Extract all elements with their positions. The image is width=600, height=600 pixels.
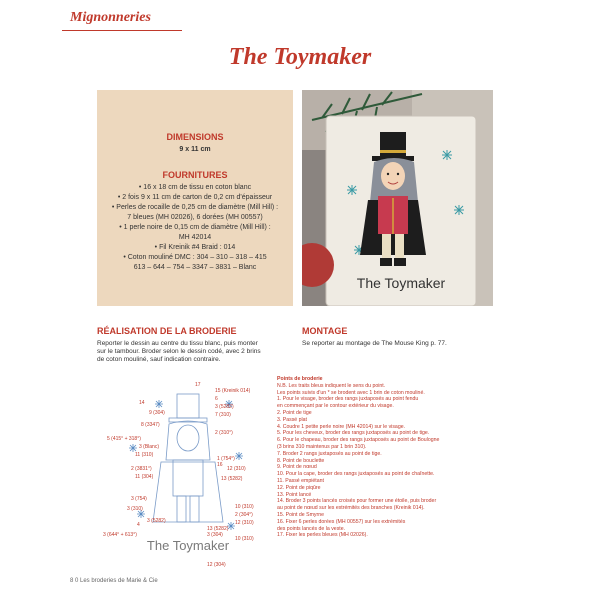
note-line: 17. Fixer les perles bleues (MH 02026). bbox=[277, 532, 368, 539]
callout-label: 12 (304) bbox=[207, 562, 226, 568]
callout-label: 17 bbox=[195, 382, 201, 388]
dimensions-title: DIMENSIONS bbox=[166, 132, 224, 142]
callout-label: 16 bbox=[217, 462, 223, 468]
callout-label: 1 (754°) bbox=[217, 456, 235, 462]
assembly-text: Se reporter au montage de The Mouse King p. 77. bbox=[302, 340, 447, 347]
callout-label: 3 (304) bbox=[207, 532, 223, 538]
callout-label: 13 (5282) bbox=[221, 476, 243, 482]
embroidery-line: Reporter le dessin au centre du tissu blanc, puis monter bbox=[97, 340, 258, 347]
notes-title: Points de broderie bbox=[277, 376, 323, 382]
note-line: 1. Pour le visage, broder des rangs juxtaposés au point fendu bbox=[277, 396, 419, 403]
note-line: 2. Point de tige bbox=[277, 409, 312, 416]
note-line: (3 brins 310 maintenus par 1 brin 310). bbox=[277, 443, 367, 450]
note-line: des points lancés de la veste. bbox=[277, 525, 346, 532]
note-line: 11. Passé empiétant bbox=[277, 477, 324, 484]
note-line: 15. Point de Smyrne bbox=[277, 511, 325, 518]
note-line: 8. Point de bouclette bbox=[277, 457, 325, 464]
note-line: 14. Broder 3 points lancés croisés pour former une étoile, puis broder bbox=[277, 498, 437, 505]
note-line: 16. Fixer 6 perles dorées (MH 00557) sur les extrémités bbox=[277, 518, 406, 525]
callout-label: 13 (5282) bbox=[207, 526, 229, 532]
section-rule bbox=[62, 30, 182, 31]
callout-label: 2 (3831°) bbox=[131, 466, 152, 472]
callout-label: 3 (310) bbox=[127, 506, 143, 512]
note-line: 4. Coudre 1 petite perle noire (MH 42014) sur le visage. bbox=[277, 423, 406, 430]
supply-line: 7 bleues (MH 02026), 6 dorées (MH 00557) bbox=[127, 214, 263, 221]
note-line: 9. Point de nœud bbox=[277, 464, 317, 471]
callout-label: 3 (754) bbox=[131, 496, 147, 502]
callout-label: 11 (310) bbox=[135, 452, 154, 458]
note-line: 12. Point de piqûre bbox=[277, 484, 321, 491]
callout-label: 4 bbox=[137, 522, 140, 528]
stitch-notes bbox=[277, 376, 497, 539]
callout-label: 3 (5282) bbox=[147, 518, 166, 524]
diagram-text: The Toymaker bbox=[146, 538, 230, 553]
callout-label: 14 bbox=[139, 400, 145, 406]
callout-label: 2 (310°) bbox=[215, 430, 233, 436]
supplies-title: FOURNITURES bbox=[162, 170, 228, 180]
callout-label: 10 (310) bbox=[235, 504, 254, 510]
note-line: 13. Point lancé bbox=[277, 491, 312, 498]
embroidery-text bbox=[97, 340, 297, 364]
callout-label: 11 (304) bbox=[135, 474, 154, 480]
note-line: 3. Passé plat bbox=[277, 416, 307, 423]
callout-label: 5 (415° + 318°) bbox=[107, 436, 141, 442]
callout-label: 7 (310) bbox=[215, 412, 231, 418]
callout-label: 15 (Kreinik 014) bbox=[215, 388, 251, 394]
note-line: 10. Pour la cape, broder des rangs juxtaposés au point de chaînette. bbox=[277, 471, 435, 478]
callout-label: 12 (310) bbox=[235, 520, 254, 526]
supply-line: • 1 perle noire de 0,15 cm de diamètre (Mill Hill) : bbox=[119, 224, 271, 231]
callout-label: 9 (304) bbox=[149, 410, 165, 416]
embroidery-line: de coton mouliné, sauf indication contraire. bbox=[97, 356, 221, 363]
note-line: N.B. Les traits bleus indiquent le sens du point. bbox=[277, 382, 386, 389]
note-line: au point de nœud sur les extrémités des branches (Kreinik 014). bbox=[277, 505, 425, 512]
pattern-diagram bbox=[97, 376, 273, 572]
note-line: Les points suivis d'un * se brodent avec 1 brin de coton mouliné. bbox=[277, 389, 425, 396]
callout-label: 10 (310) bbox=[235, 536, 254, 542]
embroidery-line: sur le tambour. Broder selon le dessin codé, avec 2 brins bbox=[97, 348, 261, 355]
photo-embroidery-text: The Toymaker bbox=[356, 275, 446, 291]
supply-line: • Perles de rocaille de 0,25 cm de diamètre (Mill Hill) : bbox=[111, 204, 279, 211]
supply-line: • Coton mouliné DMC : 304 – 310 – 318 – 415 bbox=[123, 254, 267, 261]
dimensions-value: 9 x 11 cm bbox=[179, 146, 211, 153]
supply-line: • Fil Kreinik #4 Braid : 014 bbox=[154, 244, 236, 251]
note-line: 6. Pour le chapeau, broder des rangs juxtaposés au point de Boulogne bbox=[277, 437, 440, 444]
callout-label: 3 (Blanc) bbox=[139, 444, 160, 450]
embroidery-title: RÉALISATION DE LA BRODERIE bbox=[97, 326, 237, 336]
supply-line: 613 – 644 – 754 – 3347 – 3831 – Blanc bbox=[133, 264, 257, 271]
callout-label: 3 (5282) bbox=[215, 404, 234, 410]
info-panel bbox=[97, 90, 293, 306]
callout-label: 6 bbox=[215, 396, 218, 402]
note-line: en commençant par le contour extérieur du visage. bbox=[277, 403, 394, 410]
callout-label: 2 (304°) bbox=[235, 512, 253, 518]
note-line: 7. Broder 2 rangs juxtaposés au point de tige. bbox=[277, 450, 382, 457]
embroidery-photo bbox=[302, 90, 493, 306]
callout-label: 8 (3347) bbox=[141, 422, 160, 428]
note-line: 5. Pour les cheveux, broder des rangs juxtaposés au point de tige. bbox=[277, 430, 430, 437]
page-footer: 8 0 Les broderies de Marie & Cie bbox=[70, 578, 158, 584]
page-title: The Toymaker bbox=[228, 44, 372, 70]
supply-line: MH 42014 bbox=[178, 234, 212, 241]
callout-label: 12 (310) bbox=[227, 466, 246, 472]
section-label: Mignonneries bbox=[70, 10, 151, 25]
callout-label: 3 (644° + 613°) bbox=[103, 532, 137, 538]
assembly-title: MONTAGE bbox=[302, 326, 348, 336]
supply-line: • 16 x 18 cm de tissu en coton blanc bbox=[138, 184, 252, 191]
supply-line: • 2 fois 9 x 11 cm de carton de 0,2 cm d'épaisseur bbox=[117, 194, 273, 201]
